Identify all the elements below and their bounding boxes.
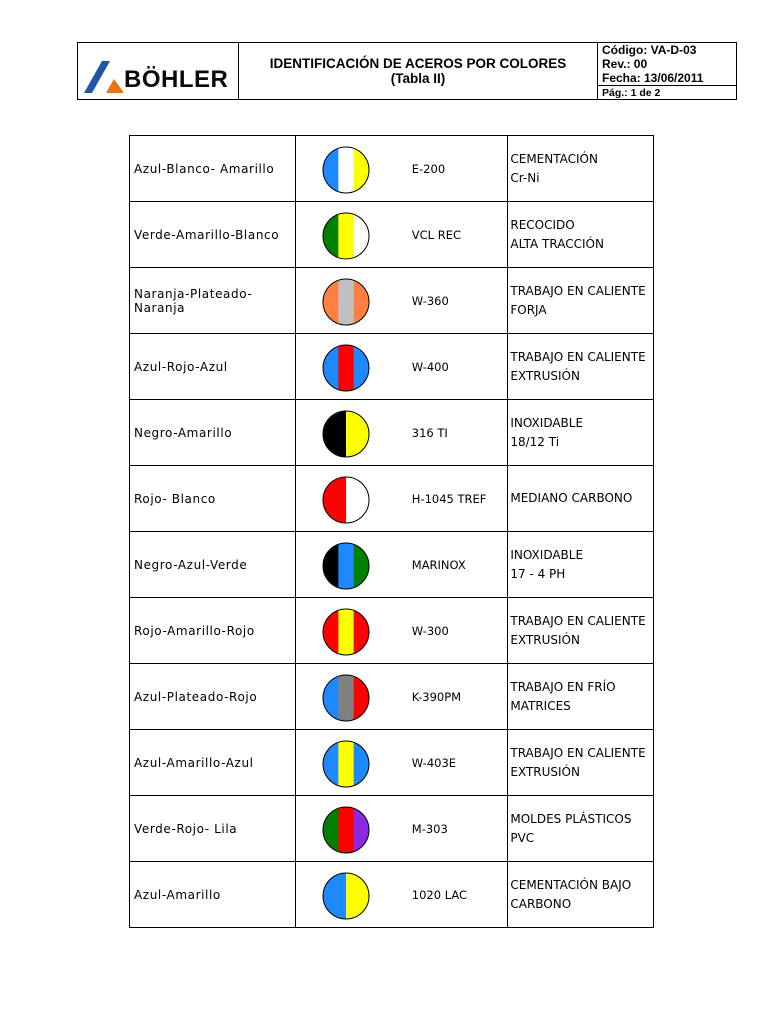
application-line: INOXIDABLE [510, 547, 584, 562]
steel-application [508, 664, 654, 730]
steel-code: W-400 [411, 360, 449, 374]
color-stripe [338, 541, 354, 591]
color-disc-cell [295, 466, 508, 532]
color-disc-cell [295, 268, 508, 334]
application-line: CEMENTACIÓN BAJO [510, 877, 632, 892]
application-line: MEDIANO CARBONO [510, 491, 633, 505]
color-combination: Negro-Amarillo [130, 400, 296, 466]
color-stripe [338, 805, 354, 855]
table-row [130, 598, 654, 664]
steel-application [508, 268, 654, 334]
meta-pagina: Pág.: 1 de 2 [598, 85, 736, 100]
meta-fecha: Fecha: 13/06/2011 [602, 71, 704, 85]
color-disc-cell [295, 400, 508, 466]
color-stripe [338, 277, 354, 327]
steel-application [508, 730, 654, 796]
application-line: TRABAJO EN CALIENTE [510, 283, 646, 298]
document-title [239, 43, 598, 99]
steel-application [508, 598, 654, 664]
steel-code: K-390PM [411, 690, 462, 704]
color-disc-cell [295, 532, 508, 598]
table-row [130, 664, 654, 730]
document-meta [598, 43, 736, 99]
color-stripe [346, 871, 369, 921]
application-line: INOXIDABLE [510, 415, 584, 430]
application-line: RECOCIDO [510, 217, 575, 232]
table-row [130, 532, 654, 598]
application-line: FORJA [510, 302, 547, 317]
table-row [130, 202, 654, 268]
color-disc-cell [295, 202, 508, 268]
color-disc-icon [321, 541, 371, 591]
color-disc-icon [321, 277, 371, 327]
table-row [130, 400, 654, 466]
steel-application [508, 796, 654, 862]
color-combination: Verde-Rojo- Lila [130, 796, 296, 862]
table-row [130, 466, 654, 532]
color-combination: Azul-Amarillo [130, 862, 296, 928]
title-line-1: IDENTIFICACIÓN DE ACEROS POR COLORES [269, 56, 567, 71]
color-stripe [338, 343, 354, 393]
color-disc-icon [321, 475, 371, 525]
document-header [77, 42, 737, 100]
steel-code: H-1045 TREF [411, 492, 487, 506]
color-disc-cell [295, 862, 508, 928]
color-disc-cell [295, 136, 508, 202]
color-stripe [338, 739, 354, 789]
steel-code: E-200 [411, 162, 446, 176]
table-row [130, 796, 654, 862]
color-stripe [338, 673, 354, 723]
color-combination: Azul-Blanco- Amarillo [130, 136, 296, 202]
color-disc-icon [321, 673, 371, 723]
color-stripe [338, 607, 354, 657]
application-line: EXTRUSIÓN [510, 764, 580, 779]
color-combination: Azul-Amarillo-Azul [130, 730, 296, 796]
steel-code: MARINOX [411, 558, 466, 572]
color-stripe [338, 145, 354, 195]
application-line: CARBONO [510, 896, 572, 911]
application-line: EXTRUSIÓN [510, 632, 580, 647]
application-line: MOLDES PLÁSTICOS [510, 811, 632, 826]
steel-application [508, 532, 654, 598]
application-line: TRABAJO EN CALIENTE [510, 745, 646, 760]
meta-rev: Rev.: 00 [602, 57, 648, 71]
color-combination: Rojo-Amarillo-Rojo [130, 598, 296, 664]
color-disc-cell [295, 598, 508, 664]
steel-application [508, 862, 654, 928]
color-disc-icon [321, 805, 371, 855]
application-line: TRABAJO EN FRÍO [510, 679, 616, 694]
steel-code: W-300 [411, 624, 449, 638]
color-stripe [323, 409, 346, 459]
color-disc-icon [321, 871, 371, 921]
steel-color-table [129, 135, 654, 928]
color-combination: Negro-Azul-Verde [130, 532, 296, 598]
logo [78, 43, 239, 99]
color-combination: Rojo- Blanco [130, 466, 296, 532]
color-combination: Verde-Amarillo-Blanco [130, 202, 296, 268]
color-stripe [323, 871, 346, 921]
color-disc-icon [321, 145, 371, 195]
table-row [130, 268, 654, 334]
application-line: TRABAJO EN CALIENTE [510, 349, 646, 364]
title-line-2: (Tabla II) [390, 71, 446, 86]
color-combination: Naranja-Plateado-Naranja [130, 268, 296, 334]
steel-code: W-403E [411, 756, 457, 770]
steel-application [508, 136, 654, 202]
color-stripe [346, 475, 369, 525]
steel-code: VCL REC [411, 228, 462, 242]
color-stripe [338, 211, 354, 261]
steel-application [508, 202, 654, 268]
color-disc-cell [295, 730, 508, 796]
color-disc-icon [321, 607, 371, 657]
steel-code: 1020 LAC [411, 888, 468, 902]
application-line: ALTA TRACCIÓN [510, 236, 604, 251]
color-disc-icon [321, 343, 371, 393]
color-disc-cell [295, 334, 508, 400]
steel-code: W-360 [411, 294, 449, 308]
table-row [130, 136, 654, 202]
color-disc-cell [295, 796, 508, 862]
color-combination: Azul-Rojo-Azul [130, 334, 296, 400]
application-line: 18/12 Ti [510, 434, 560, 449]
color-disc-cell [295, 664, 508, 730]
steel-application [508, 466, 654, 532]
color-disc-icon [321, 409, 371, 459]
color-disc-icon [321, 211, 371, 261]
steel-code: M-303 [411, 822, 448, 836]
steel-application [508, 400, 654, 466]
table-row [130, 730, 654, 796]
color-disc-icon [321, 739, 371, 789]
application-line: CEMENTACIÓN [510, 151, 598, 166]
application-line: Cr-Ni [510, 170, 540, 185]
application-line: PVC [510, 830, 535, 845]
meta-codigo: Código: VA-D-03 [602, 43, 697, 57]
steel-application [508, 334, 654, 400]
application-line: TRABAJO EN CALIENTE [510, 613, 646, 628]
application-line: 17 - 4 PH [510, 566, 566, 581]
application-line: EXTRUSIÓN [510, 368, 580, 383]
steel-code: 316 TI [411, 426, 448, 440]
brand-name: BÖHLER [124, 66, 229, 93]
color-combination: Azul-Plateado-Rojo [130, 664, 296, 730]
application-line: MATRICES [510, 698, 571, 713]
color-stripe [346, 409, 369, 459]
table-row [130, 334, 654, 400]
table-row [130, 862, 654, 928]
color-stripe [323, 475, 346, 525]
bohler-logo-icon [84, 59, 124, 93]
